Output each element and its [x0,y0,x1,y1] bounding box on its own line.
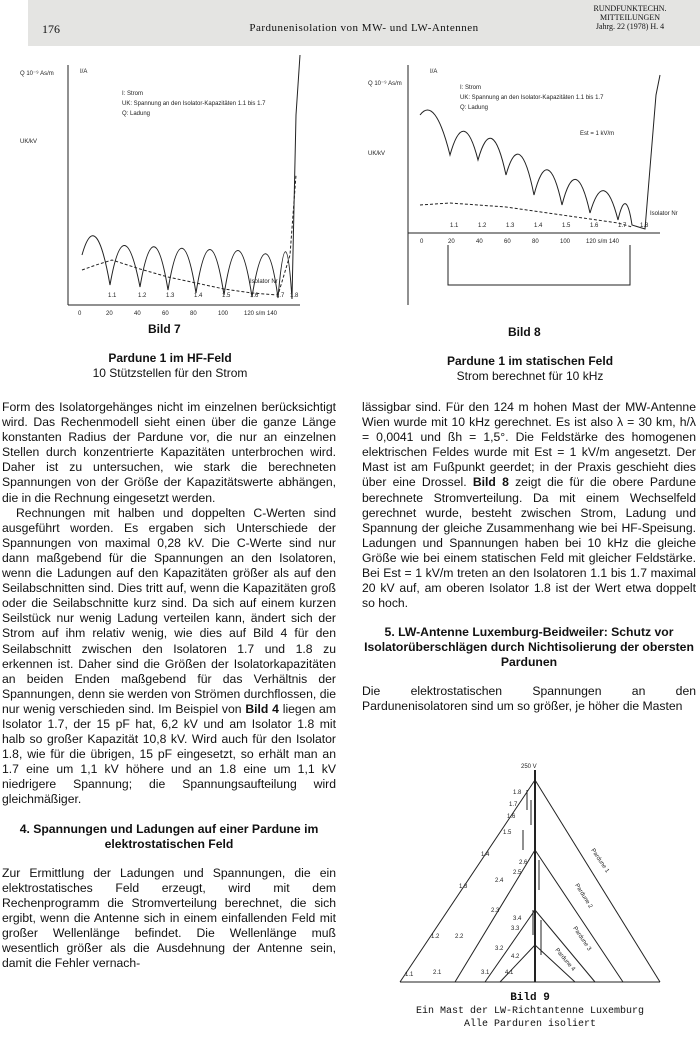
bild7-legend-3: Q: Ladung [122,111,151,117]
bild7-legend-2: UK: Spannung an den Isolator-Kapazitäten 1.1 bis 1.7 [122,101,266,107]
left-paragraph-2a: Rechnungen mit halben und doppelten C-Werten sind ausgeführt worden. Es ergaben sich Unterschiede der Spannungen von maximal 0,28 kV. Die C-Werte sind nur dann maßgebend für die Spannungen an den Isolatoren, wenn die Ladungen auf den Kapazitäten größer als auf den Seilabschnitten sind. Dies tritt auf, wenn die Kapazitäten groß oder die Seilabschnitte kurz sind. Da sich auf einem kurzen Seilstück nur wenig Ladung verteilen kann, ändert sich der Strom auf ihm relativ wenig, wie dies auf Bild 4 für den Seilabschnitt zwischen den Isolatoren 1.7 und 1.8 zu erkennen ist. Daher sind die Größen der Isolatorkapazitäten an beiden Enden maßgebend für das Verhältnis der Spannungen, denn sie werden von Strömen durchflossen, die nur wenig verschieden sind. Im Beispiel von [2,505,336,716]
bild9-caption-line-1: Ein Mast der LW-Richtantenne Luxemburg [415,1006,645,1017]
bild8-iso-tick-7: 1.8 [640,223,649,229]
bild7-ylabel-i: I/A [80,69,88,75]
bild7-current-curve [82,55,300,299]
bild8-x-tick-4: 80 [532,239,539,245]
right-column [362,400,696,715]
bild8-ylabel-uk: UK/kV [368,151,386,157]
bild9-top-label: 250 V [521,764,537,770]
bild7-x-tick-6: 120 s/m 140 [244,311,278,317]
bild7-xlabel: Isolator Nr [250,279,278,285]
left-paragraph-1: Form des Isolatorgehänges nicht im einzelnen berücksichtigt wird. Das Rechenmodell sieht einen über die ganze Länge konstanten Radius der Pardune vor, die nur an einzelnen Stellen durch konzentrierte Kapazitäten unterbrochen wird. Daher ist zu untersuchen, wie stark die berechneten Spannungen von der Größe der Kapazitätswerte abhängen, die in die Rechnung eingesetzt werden. [2,400,336,505]
figure-bild8 [360,55,700,310]
bild9-pardune-4-left [500,945,535,982]
bild9-pardune-1-left [400,780,535,982]
bild7-x-tick-1: 20 [106,311,113,317]
bild9-iso-label-0: 1.8 [513,790,522,796]
bild8-x-tick-6: 120 s/m 140 [586,239,620,245]
bild8-ylabel-i: I/A [430,69,438,75]
bild7-iso-tick-6: 1.7 [276,293,285,299]
bild9-iso-label-9: 2.5 [513,870,522,876]
bild9-iso-label-6: 1.2 [431,934,440,940]
bild8-x-tick-1: 20 [448,239,455,245]
bild9-iso-label-12: 2.2 [455,934,464,940]
bild9-line-label-1: Pardune 1 [589,847,610,875]
bild9-iso-label-3: 1.5 [503,830,512,836]
bild7-iso-tick-5: 1.6 [250,293,259,299]
bild8-bracket [448,245,630,285]
bild8-legend-3: Q: Ladung [460,105,489,111]
bild8-x-tick-5: 100 [560,239,571,245]
bild9-iso-label-19: 4.1 [505,970,514,976]
bild7-iso-tick-3: 1.4 [194,293,203,299]
bild8-iso-tick-0: 1.1 [450,223,459,229]
bild9-iso-label-18: 4.2 [511,954,520,960]
figure-bild9 [395,760,665,990]
bild9-iso-label-8: 2.6 [519,860,528,866]
bild7-iso-tick-7: 1.8 [290,293,299,299]
figure-bild7 [0,55,330,320]
bild9-pardune-1-right [535,780,660,982]
right-paragraph-1b: zeigt die für die obere Pardune berechnete Stromverteilung. Da mit einem Wechselfeld gerechnet wurde, besteht zwischen Strom, Ladung und Spannung der gleiche Zusammenhang wie bei HF-Speisung. Ladungen und Spannungen haben bei 10 kHz die gleiche Größe wie bei einem statischen Feld mit gleicher Feldstärke. Bei Est = 1 kV/m treten an den Isolatoren 1.1 bis 1.7 maximal 20 kV auf, am oberen Isolator 1.8 ist der Wert etwa doppelt so hoch. [362,475,696,611]
bild9-iso-label-16: 3.2 [495,946,504,952]
bild9-iso-label-11: 2.3 [491,908,500,914]
page-number: 176 [42,22,60,36]
bild8-x-tick-2: 40 [476,239,483,245]
bild7-caption-sub: 10 Stützstellen für den Strom [92,366,248,380]
bild8-field-note: Est = 1 kV/m [580,131,615,137]
bild7-x-tick-5: 100 [218,311,229,317]
bild8-iso-tick-6: 1.7 [618,223,627,229]
bild7-iso-tick-0: 1.1 [108,293,117,299]
bild9-line-label-4: Pardune 4 [553,947,576,973]
bild9-caption [400,992,660,1031]
bild7-x-tick-3: 60 [162,311,169,317]
right-paragraph-1a: lässigbar sind. Für den 124 m hohen Mast der MW-Antenne Wien wurde mit 10 kHz gerechnet. Es ist also λ = 30 km, h/λ = 0,0041 und ßh = 1,5°. Die Feldstärke des homogenen elektrischen Feldes wurde mit Est = 1 kV/m angesetzt. Der Mast ist am Fußpunkt geerdet; in der Praxis geschieht dies über eine Drossel. [362,400,696,490]
bild8-caption [400,354,660,384]
bild9-iso-label-17: 3.1 [481,970,490,976]
bild7-label: Bild 7 [148,322,181,336]
section-4-heading: 4. Spannungen und Ladungen auf einer Pardune im elektrostatischen Feld [19,821,319,851]
bild8-label: Bild 8 [508,325,541,339]
left-column [2,400,336,971]
left-paragraph-3: Zur Ermittlung der Ladungen und Spannungen, die ein elektrostatisches Feld erzeugt, wird mit dem Rechenprogramm die Stromverteilung berechnet, die sich ergibt, wenn die Antenne sich in einem einfallenden Feld mit großer Wellenlänge befindet. Die Wellenlänge muß wesentlich größer als die Ausdehnung der Antenne sein, damit die Fehler vernach- [2,865,336,971]
bild9-iso-label-7: 1.1 [405,972,414,978]
bild8-x-tick-0: 0 [420,239,424,245]
bild8-x-tick-3: 60 [504,239,511,245]
bild9-iso-label-10: 2.4 [495,878,504,884]
running-title: Pardunenisolation von MW- und LW-Antennen [249,22,479,34]
ref-bild8: Bild 8 [472,475,509,490]
bild8-ylabel-q: Q 10⁻⁹ As/m [368,81,402,87]
bild8-iso-tick-4: 1.5 [562,223,571,229]
left-paragraph-2b: liegen am Isolator 1.7, der 15 pF hat, 6,2 kV und am Isolator 1.8 mit halb so großer Kapazität 10,8 kV. Wird auch für den Isolator 1.8, wie für die übrigen, 15 pF eingesetzt, so erhält man an 1.7 eine um 1,1 kV höhere und an 1.8 eine um 1,1 kV niedrigere Spannung; die Spannungsaufteilung wird gleichmäßiger. [2,701,336,807]
bild9-pardune-2-left [455,850,535,982]
ref-bild4: Bild 4 [245,701,279,716]
bild8-iso-tick-1: 1.2 [478,223,487,229]
bild8-caption-sub: Strom berechnet für 10 kHz [456,369,604,383]
bild9-line-label-2: Pardune 2 [573,882,594,910]
bild8-xlabel: Isolator Nr [650,211,678,217]
bild7-voltage-curve [82,175,296,295]
journal-line-2: MITTEILUNGEN [600,13,660,22]
bild7-x-tick-4: 80 [190,311,197,317]
bild7-iso-tick-4: 1.5 [222,293,231,299]
bild7-iso-tick-1: 1.2 [138,293,147,299]
bild8-iso-tick-2: 1.3 [506,223,515,229]
bild9-voltage-bars [523,790,541,955]
journal-line-3: Jahrg. 22 (1978) H. 4 [595,22,665,31]
bild9-iso-label-1: 1.7 [509,802,518,808]
right-paragraph-2: Die elektrostatischen Spannungen an den Pardunenisolatoren sind um so größer, je höher die Masten [362,684,696,714]
running-header [28,0,700,46]
bild7-caption-title: Pardune 1 im HF-Feld [108,351,232,365]
bild7-x-tick-2: 40 [134,311,141,317]
journal-line-1: RUNDFUNKTECHN. [593,4,667,13]
bild9-label: Bild 9 [510,992,550,1004]
left-paragraph-2 [2,506,336,808]
section-5-heading: 5. LW-Antenne Luxemburg-Beidweiler: Schutz vor Isolatorüberschlägen durch Nichtisolierung der obersten Pardunen [364,625,694,670]
bild8-legend-2: UK: Spannung an den Isolator-Kapazitäten 1.1 bis 1.7 [460,95,604,101]
bild7-ylabel-uk: UK/kV [20,139,38,145]
bild7-legend-1: I: Strom [122,91,144,97]
bild7-ylabel-q: Q 10⁻⁹ As/m [20,71,54,77]
bild8-caption-title: Pardune 1 im statischen Feld [446,354,614,368]
bild8-iso-tick-5: 1.6 [590,223,599,229]
right-paragraph-1 [362,400,696,611]
bild7-x-tick-0: 0 [78,311,82,317]
bild8-legend-1: I: Strom [460,85,482,91]
bild9-iso-label-13: 2.1 [433,970,442,976]
bild9-iso-label-14: 3.4 [513,916,522,922]
bild8-iso-tick-3: 1.4 [534,223,543,229]
bild7-caption [40,351,300,381]
bild9-line-label-3: Pardune 3 [571,925,592,953]
bild7-iso-tick-2: 1.3 [166,293,175,299]
bild9-iso-label-5: 1.3 [459,884,468,890]
bild9-iso-label-4: 1.4 [481,852,490,858]
bild9-iso-label-15: 3.3 [511,926,520,932]
bild9-iso-label-2: 1.6 [507,814,516,820]
journal-reference [570,4,690,31]
bild9-caption-line-2: Alle Parduren isoliert [463,1019,597,1030]
